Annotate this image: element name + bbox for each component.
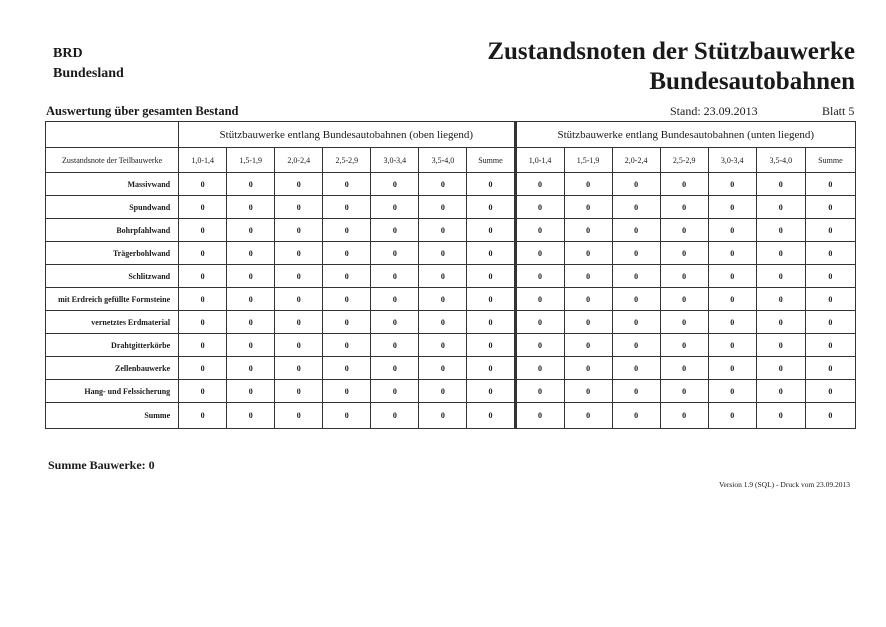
value-cell: 0: [756, 380, 805, 403]
row-header-label: Zustandsnote der Teilbauwerke: [46, 148, 179, 173]
value-cell: 0: [227, 334, 275, 357]
value-cell: 0: [323, 403, 371, 429]
value-cell: 0: [371, 357, 419, 380]
value-cell: 0: [756, 334, 805, 357]
row-label: Trägerbohlwand: [46, 242, 179, 265]
value-cell: 0: [323, 311, 371, 334]
value-cell: 0: [564, 173, 612, 196]
version-note: Version 1.9 (SQL) - Druck vom 23.09.2013: [718, 480, 850, 489]
value-cell: 0: [419, 196, 467, 219]
value-cell: 0: [708, 288, 756, 311]
group-header-row: [46, 122, 856, 148]
value-cell: 0: [515, 173, 564, 196]
value-cell: 0: [515, 334, 564, 357]
value-cell: 0: [179, 311, 227, 334]
group-header-upper: Stützbauwerke entlang Bundesautobahnen (oben liegend): [179, 122, 515, 148]
value-cell: 0: [275, 242, 323, 265]
table-row: [46, 311, 856, 334]
value-cell: 0: [275, 196, 323, 219]
region-label: Bundesland: [53, 66, 124, 81]
value-cell: 0: [467, 357, 515, 380]
value-cell: 0: [419, 403, 467, 429]
value-cell: 0: [805, 173, 855, 196]
row-label: Summe: [46, 403, 179, 429]
value-cell: 0: [467, 288, 515, 311]
value-cell: 0: [275, 219, 323, 242]
value-cell: 0: [564, 380, 612, 403]
value-cell: 0: [179, 219, 227, 242]
value-cell: 0: [467, 380, 515, 403]
value-cell: 0: [805, 288, 855, 311]
value-cell: 0: [515, 357, 564, 380]
value-cell: 0: [227, 219, 275, 242]
value-cell: 0: [612, 403, 660, 429]
value-cell: 0: [275, 380, 323, 403]
value-cell: 0: [515, 311, 564, 334]
value-cell: 0: [179, 173, 227, 196]
row-label: Bohrpfahlwand: [46, 219, 179, 242]
value-cell: 0: [564, 311, 612, 334]
table-row: [46, 242, 856, 265]
value-cell: 0: [371, 219, 419, 242]
value-cell: 0: [660, 334, 708, 357]
value-cell: 0: [756, 357, 805, 380]
value-cell: 0: [323, 380, 371, 403]
value-cell: 0: [564, 403, 612, 429]
table-row: [46, 334, 856, 357]
value-cell: 0: [275, 403, 323, 429]
column-header: 2,0-2,4: [275, 148, 323, 173]
column-header: 3,5-4,0: [419, 148, 467, 173]
value-cell: 0: [612, 380, 660, 403]
value-cell: 0: [371, 334, 419, 357]
value-cell: 0: [323, 196, 371, 219]
column-header: 1,0-1,4: [179, 148, 227, 173]
value-cell: 0: [371, 380, 419, 403]
value-cell: 0: [708, 311, 756, 334]
column-header: 3,5-4,0: [756, 148, 805, 173]
row-label: Massivwand: [46, 173, 179, 196]
value-cell: 0: [708, 219, 756, 242]
value-cell: 0: [756, 288, 805, 311]
value-cell: 0: [515, 265, 564, 288]
value-cell: 0: [227, 242, 275, 265]
group-header-lower: Stützbauwerke entlang Bundesautobahnen (unten liegend): [515, 122, 855, 148]
corner-cell: [46, 122, 179, 148]
value-cell: 0: [227, 311, 275, 334]
value-cell: 0: [660, 403, 708, 429]
total-structures: Summe Bauwerke: 0: [48, 458, 155, 472]
column-header: 2,0-2,4: [612, 148, 660, 173]
value-cell: 0: [323, 219, 371, 242]
value-cell: 0: [660, 380, 708, 403]
value-cell: 0: [371, 196, 419, 219]
value-cell: 0: [419, 219, 467, 242]
value-cell: 0: [564, 357, 612, 380]
value-cell: 0: [708, 242, 756, 265]
value-cell: 0: [323, 288, 371, 311]
value-cell: 0: [564, 196, 612, 219]
value-cell: 0: [467, 311, 515, 334]
value-cell: 0: [612, 288, 660, 311]
column-header: 2,5-2,9: [323, 148, 371, 173]
table-row: [46, 196, 856, 219]
value-cell: 0: [371, 173, 419, 196]
value-cell: 0: [419, 334, 467, 357]
value-cell: 0: [805, 403, 855, 429]
value-cell: 0: [515, 380, 564, 403]
value-cell: 0: [805, 334, 855, 357]
value-cell: 0: [515, 196, 564, 219]
column-header: 1,5-1,9: [564, 148, 612, 173]
value-cell: 0: [419, 380, 467, 403]
row-label: Drahtgitterkörbe: [46, 334, 179, 357]
value-cell: 0: [515, 219, 564, 242]
value-cell: 0: [805, 380, 855, 403]
value-cell: 0: [612, 219, 660, 242]
page-title: Zustandsnoten der Stützbauwerke: [487, 38, 855, 65]
value-cell: 0: [756, 219, 805, 242]
value-cell: 0: [275, 173, 323, 196]
stand-date: Stand: 23.09.2013: [670, 104, 758, 118]
value-cell: 0: [612, 196, 660, 219]
value-cell: 0: [227, 196, 275, 219]
column-header: 3,0-3,4: [371, 148, 419, 173]
value-cell: 0: [805, 196, 855, 219]
value-cell: 0: [612, 334, 660, 357]
value-cell: 0: [227, 380, 275, 403]
value-cell: 0: [708, 265, 756, 288]
value-cell: 0: [564, 219, 612, 242]
value-cell: 0: [467, 334, 515, 357]
table-row: [46, 357, 856, 380]
value-cell: 0: [805, 219, 855, 242]
table-row: [46, 288, 856, 311]
value-cell: 0: [179, 242, 227, 265]
value-cell: 0: [756, 311, 805, 334]
value-cell: 0: [323, 173, 371, 196]
value-cell: 0: [467, 265, 515, 288]
page-title-second-line: Bundesautobahnen: [649, 68, 855, 95]
value-cell: 0: [612, 265, 660, 288]
value-cell: 0: [660, 311, 708, 334]
column-header: 3,0-3,4: [708, 148, 756, 173]
value-cell: 0: [467, 196, 515, 219]
value-cell: 0: [371, 403, 419, 429]
value-cell: 0: [227, 173, 275, 196]
value-cell: 0: [419, 288, 467, 311]
value-cell: 0: [371, 242, 419, 265]
value-cell: 0: [179, 196, 227, 219]
row-label: vernetztes Erdmaterial: [46, 311, 179, 334]
value-cell: 0: [323, 242, 371, 265]
value-cell: 0: [371, 288, 419, 311]
row-label: Schlitzwand: [46, 265, 179, 288]
value-cell: 0: [515, 288, 564, 311]
column-header: 1,0-1,4: [515, 148, 564, 173]
value-cell: 0: [275, 288, 323, 311]
value-cell: 0: [419, 311, 467, 334]
value-cell: 0: [708, 196, 756, 219]
value-cell: 0: [179, 265, 227, 288]
value-cell: 0: [275, 357, 323, 380]
table-row: [46, 173, 856, 196]
value-cell: 0: [467, 242, 515, 265]
table-row: [46, 380, 856, 403]
value-cell: 0: [660, 219, 708, 242]
value-cell: 0: [179, 403, 227, 429]
value-cell: 0: [515, 403, 564, 429]
value-cell: 0: [467, 403, 515, 429]
value-cell: 0: [419, 173, 467, 196]
value-cell: 0: [515, 242, 564, 265]
column-header: Summe: [805, 148, 855, 173]
value-cell: 0: [660, 265, 708, 288]
value-cell: 0: [419, 242, 467, 265]
value-cell: 0: [564, 288, 612, 311]
value-cell: 0: [756, 173, 805, 196]
value-cell: 0: [612, 173, 660, 196]
value-cell: 0: [227, 403, 275, 429]
value-cell: 0: [179, 288, 227, 311]
value-cell: 0: [805, 265, 855, 288]
value-cell: 0: [227, 288, 275, 311]
column-header-row: [46, 148, 856, 173]
value-cell: 0: [708, 357, 756, 380]
value-cell: 0: [660, 288, 708, 311]
sum-row: [46, 403, 856, 429]
value-cell: 0: [179, 334, 227, 357]
column-header: Summe: [467, 148, 515, 173]
value-cell: 0: [708, 403, 756, 429]
value-cell: 0: [756, 196, 805, 219]
value-cell: 0: [564, 242, 612, 265]
value-cell: 0: [612, 311, 660, 334]
value-cell: 0: [708, 173, 756, 196]
value-cell: 0: [756, 403, 805, 429]
condition-table: [45, 121, 856, 429]
value-cell: 0: [805, 311, 855, 334]
row-label: Hang- und Felssicherung: [46, 380, 179, 403]
sheet-number: Blatt 5: [822, 104, 855, 118]
value-cell: 0: [467, 219, 515, 242]
value-cell: 0: [708, 334, 756, 357]
value-cell: 0: [419, 265, 467, 288]
value-cell: 0: [323, 265, 371, 288]
value-cell: 0: [756, 242, 805, 265]
value-cell: 0: [660, 173, 708, 196]
value-cell: 0: [805, 357, 855, 380]
value-cell: 0: [275, 311, 323, 334]
value-cell: 0: [805, 242, 855, 265]
row-label: Zellenbauwerke: [46, 357, 179, 380]
value-cell: 0: [323, 357, 371, 380]
value-cell: 0: [275, 334, 323, 357]
value-cell: 0: [708, 380, 756, 403]
value-cell: 0: [419, 357, 467, 380]
value-cell: 0: [660, 357, 708, 380]
value-cell: 0: [660, 196, 708, 219]
value-cell: 0: [564, 265, 612, 288]
table-row: [46, 219, 856, 242]
value-cell: 0: [371, 265, 419, 288]
column-header: 1,5-1,9: [227, 148, 275, 173]
report-subtitle: Auswertung über gesamten Bestand: [46, 104, 239, 118]
value-cell: 0: [660, 242, 708, 265]
value-cell: 0: [179, 380, 227, 403]
value-cell: 0: [467, 173, 515, 196]
value-cell: 0: [756, 265, 805, 288]
value-cell: 0: [564, 334, 612, 357]
value-cell: 0: [323, 334, 371, 357]
row-label: Spundwand: [46, 196, 179, 219]
value-cell: 0: [227, 357, 275, 380]
org-label: BRD: [53, 46, 83, 61]
column-header: 2,5-2,9: [660, 148, 708, 173]
row-label: mit Erdreich gefüllte Formsteine: [46, 288, 179, 311]
value-cell: 0: [275, 265, 323, 288]
value-cell: 0: [371, 311, 419, 334]
value-cell: 0: [612, 357, 660, 380]
value-cell: 0: [179, 357, 227, 380]
value-cell: 0: [612, 242, 660, 265]
value-cell: 0: [227, 265, 275, 288]
table-row: [46, 265, 856, 288]
